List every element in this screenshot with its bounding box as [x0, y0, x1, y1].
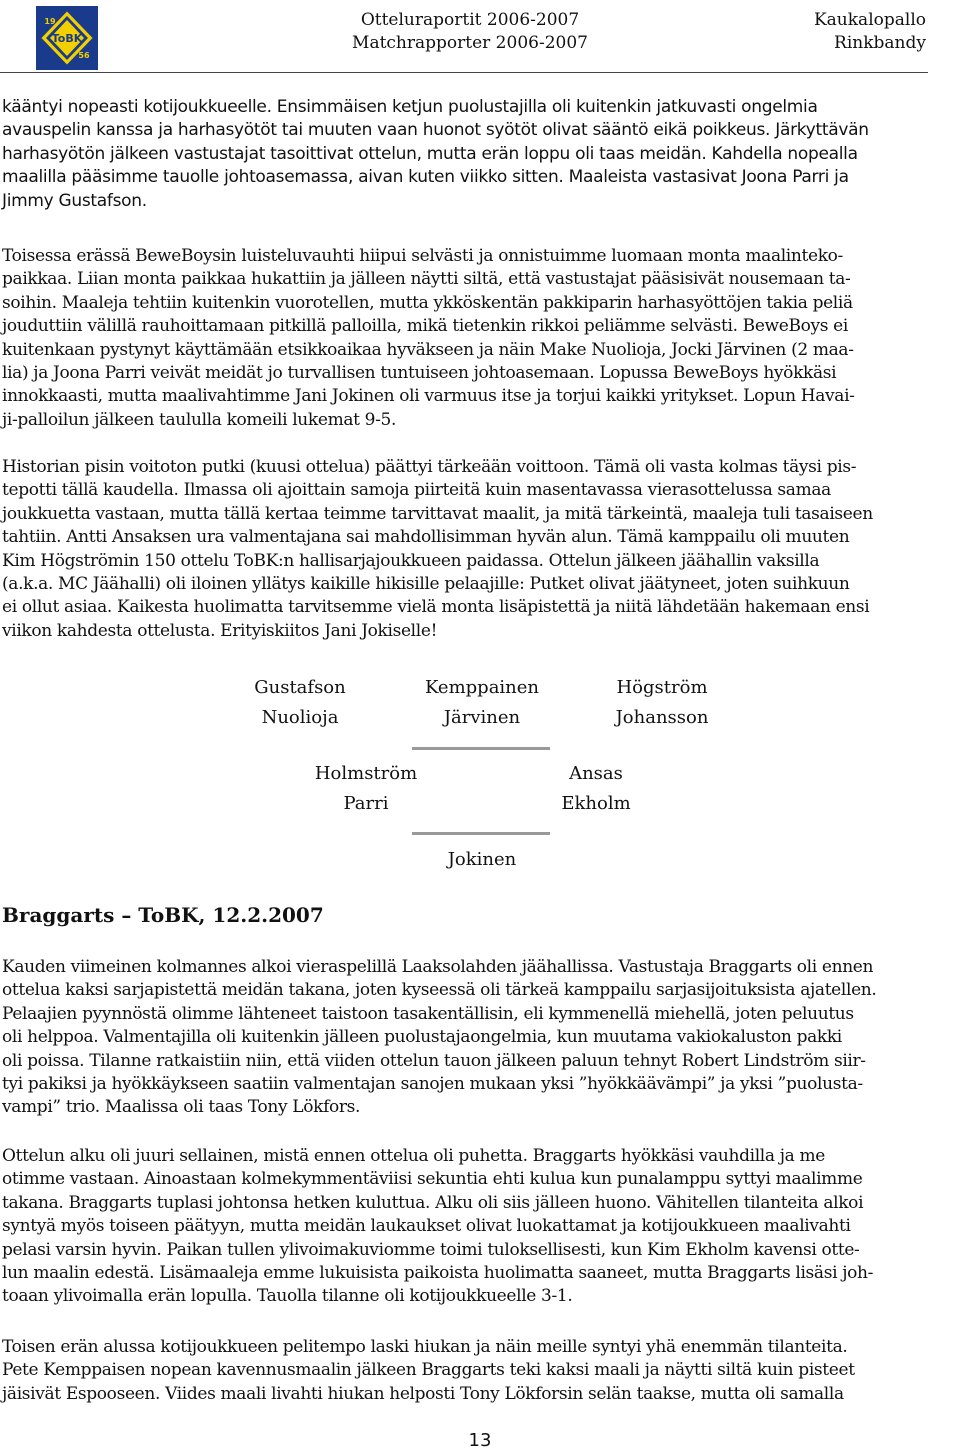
page-header [0, 0, 960, 74]
logo-year-right: 56 [78, 51, 90, 60]
header-title-sv: Matchrapporter 2006-2007 [352, 33, 588, 53]
header-divider [0, 72, 928, 73]
report-paragraph-2: Toisessa erässä BeweBoysin luisteluvauhti hiipui selvästi ja onnistuimme luomaan monta maalinteko- paikkaa. Liian monta paikkaa hukattiin ja jälleen näytti siltä, että vastustajat pääsisivät nousemaan ta- soihin. Maaleja tehtiin kuitenkin vuorotellen, mutta ykköskentän pakkiparin harhasyöttöjen takia peliä jouduttiin välillä rauhoittamaan pitkillä palloilla, mikä tietenkin rikkoi peliämme selvästi. BeweBoys ei kuitenkaan pystynyt käyttämään etsikkoaikaa hyväkseen ja näin Make Nuolioja, Jocki Järvinen (2 maa- lia) ja Joona Parri veivät meidät jo turvallisen tuntuiseen johtoasemaan. Lopussa BeweBoys hyökkäsi innokkaasti, mutta maalivahtimme Jani Jokinen oli varmuus itse ja torjui kaikki yritykset. Lopun Havai- ji-palloilun jälkeen taululla komeili lukemat 9-5. [2, 246, 855, 430]
header-title-fi: Otteluraportit 2006-2007 [360, 10, 580, 30]
report-paragraph-4: Kauden viimeinen kolmannes alkoi vieraspelillä Laaksolahden jäähallissa. Vastustaja Braggarts oli ennen ottelua kaksi sarjapistettä meidän takana, joten kyseessä oli tärkeä kamppailu sarjasijoituksista ajatellen. Pelaajien pyynnöstä olimme lähteneet taistoon tasakentällisin, eli kymmenellä miehellä, joten peluutus oli helppoa. Valmentajilla oli kuitenkin jälleen puolustajaongelmia, kun muutama vakiokaluston pakki oli poissa. Tilanne ratkaistiin niin, että viiden ottelun tauon jälkeen paluun tehnyt Robert Lindström siir- tyi pakiksi ja hyökkäykseen saatiin valmentajan sanojen mukaan yksi ”hyökkäävämpi” ja yksi ”puolusta- vampi” trio. Maalissa oli taas Tony Lökfors. [2, 957, 877, 1118]
page-number: 13 [468, 1430, 492, 1451]
match-heading: Braggarts – ToBK, 12.2.2007 [2, 903, 324, 927]
report-paragraph-5: Ottelun alku oli juuri sellainen, mistä ennen ottelua oli puhetta. Braggarts hyökkäsi vauhdilla ja me otimme vastaan. Ainoastaan kolmekymmentäviisi sekuntia ehti kulua kun punalamppu syttyi maalimme takana. Braggarts tuplasi johtonsa hetken kuluttua. Alku oli siis jälleen huono. Vähitellen tilanteita alkoi syntyä myös toiseen päätyyn, mutta meidän laukaukset olivat luokattamat ja kotijoukkueen maalivahti pelasi varsin hyvin. Paikan tullen ylivoimakuviomme toimi tuloksellisesti, kun Kim Ekholm kavensi otte- lun maalin edestä. Lisämaaleja emme lukuisista paikoista huolimatta saaneet, mutta Braggarts lisäsi joh- toaan ylivoimalla erän lopulla. Tauolla tilanne oli kotijoukkueelle 3-1. [2, 1146, 874, 1307]
lineup-player: Johansson [615, 707, 709, 728]
lineup-player: Ansas [569, 763, 623, 784]
lineup-player: Parri [343, 793, 389, 814]
report-paragraph-3: Historian pisin voitoton putki (kuusi ottelua) päättyi tärkeään voittoon. Tämä oli vasta kolmas täysi pis- tepotti tällä kaudella. Ilmassa oli ajoittain samoja piirteitä kuin masentavassa vierasottelussa samaa joukkuetta vastaan, mutta tällä kertaa teimme tarvittavat maalit, ja mitä tärkeintä, maaleja tuli tasaiseen tahtiin. Antti Ansaksen ura valmentajana sai mahdollisimman hyvän alun. Tämä kamppailu oli muuten Kim Högströmin 150 ottelu ToBK:n hallisarjajoukkueen paidassa. Ottelun jälkeen jäähallin vaksilla (a.k.a. MC Jäähalli) oli iloinen yllätys kaikille hikisille pelaajille: Putket olivat jäätyneet, joten suihkuun ei ollut asiaa. Kaikesta huolimatta tarvitsemme vielä monta lisäpistettä ja niitä lähdetään hakemaan ensi viikon kahdesta ottelusta. Erityiskiitos Jani Jokiselle! [2, 457, 873, 641]
header-sport-sv: Rinkbandy [834, 33, 926, 53]
lineup-goalie: Jokinen [447, 849, 517, 870]
tobk-club-logo-icon [36, 6, 98, 70]
lineup-player: Gustafson [254, 677, 346, 698]
header-sport-fi: Kaukalopallo [813, 10, 926, 30]
lineup-player: Nuolioja [261, 707, 339, 728]
lineup-player: Holmström [314, 763, 418, 784]
lineup-player: Högström [616, 677, 708, 698]
lineup-player: Kemppainen [424, 677, 540, 698]
lineup-player: Järvinen [443, 707, 521, 728]
report-paragraph-1: kääntyi nopeasti kotijoukkueelle. Ensimmäisen ketjun puolustajilla oli kuitenkin jatkuvasti ongelmia avauspelin kanssa ja harhasyötöt tai muuten vaan huonot syötöt olivat sääntö eikä poikkeus. Järkyttävän harhasyötön jälkeen vastustajat tasoittivat ottelun, mutta erän loppu oli taas meidän. Kahdella nopealla maalilla pääsimme tauolle johtoasemassa, aivan kuten viikko sitten. Maaleista vastasivat Joona Parri ja Jimmy Gustafson. [2, 97, 869, 211]
logo-year-left: 19 [44, 17, 56, 26]
lineup-divider [412, 832, 550, 835]
logo-text: ToBK [51, 32, 83, 45]
lineup-player: Ekholm [561, 793, 631, 814]
report-paragraph-6: Toisen erän alussa kotijoukkueen pelitempo laski hiukan ja näin meille syntyi yhä enemmän tilanteita. Pete Kemppaisen nopean kavennusmaalin jälkeen Braggarts teki kaksi maali ja näytti siltä kuin pisteet jäisivät Espooseen. Viides maali livahti hiukan helposti Tony Lökforsin selän taakse, mutta oli samalla [2, 1337, 855, 1404]
lineup-divider [412, 747, 550, 750]
